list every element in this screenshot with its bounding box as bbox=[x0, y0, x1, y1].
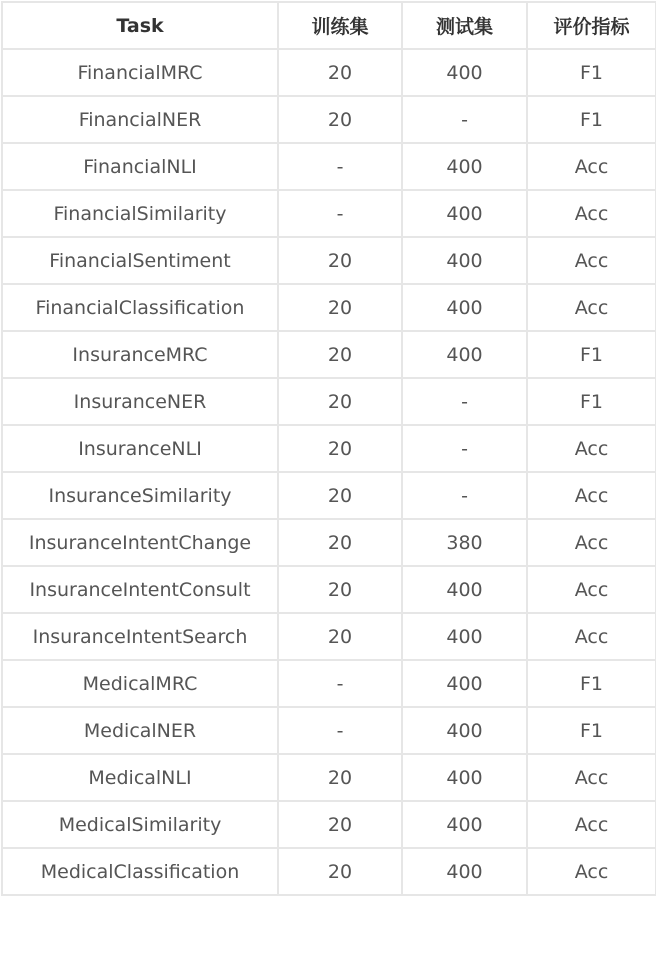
table-row bbox=[2, 143, 656, 190]
table-header bbox=[2, 2, 656, 49]
task-cell: FinancialSimilarity bbox=[2, 190, 278, 237]
test-set-cell: 400 bbox=[402, 613, 527, 660]
train-set-cell: 20 bbox=[278, 754, 402, 801]
train-set-cell: 20 bbox=[278, 848, 402, 895]
task-cell: MedicalClassification bbox=[2, 848, 278, 895]
test-set-cell: 400 bbox=[402, 848, 527, 895]
test-set-cell: - bbox=[402, 425, 527, 472]
task-cell: InsuranceIntentSearch bbox=[2, 613, 278, 660]
metric-cell: F1 bbox=[527, 331, 656, 378]
task-cell: MedicalNLI bbox=[2, 754, 278, 801]
metric-cell: F1 bbox=[527, 660, 656, 707]
metric-cell: Acc bbox=[527, 143, 656, 190]
header-metric: 评价指标 bbox=[527, 2, 656, 49]
test-set-cell: - bbox=[402, 96, 527, 143]
table-row bbox=[2, 237, 656, 284]
train-set-cell: 20 bbox=[278, 49, 402, 96]
train-set-cell: 20 bbox=[278, 566, 402, 613]
test-set-cell: 400 bbox=[402, 660, 527, 707]
task-cell: MedicalSimilarity bbox=[2, 801, 278, 848]
table-row bbox=[2, 96, 656, 143]
table-row bbox=[2, 284, 656, 331]
test-set-cell: - bbox=[402, 472, 527, 519]
header-row bbox=[2, 2, 656, 49]
train-set-cell: 20 bbox=[278, 378, 402, 425]
test-set-cell: 400 bbox=[402, 754, 527, 801]
task-cell: InsuranceMRC bbox=[2, 331, 278, 378]
header-test-set: 测试集 bbox=[402, 2, 527, 49]
task-cell: FinancialNLI bbox=[2, 143, 278, 190]
train-set-cell: - bbox=[278, 660, 402, 707]
task-cell: InsuranceSimilarity bbox=[2, 472, 278, 519]
test-set-cell: 400 bbox=[402, 801, 527, 848]
metric-cell: Acc bbox=[527, 566, 656, 613]
table-row bbox=[2, 49, 656, 96]
task-cell: InsuranceIntentChange bbox=[2, 519, 278, 566]
train-set-cell: - bbox=[278, 707, 402, 754]
table-row bbox=[2, 707, 656, 754]
test-set-cell: 400 bbox=[402, 331, 527, 378]
metric-cell: Acc bbox=[527, 472, 656, 519]
test-set-cell: - bbox=[402, 378, 527, 425]
test-set-cell: 400 bbox=[402, 49, 527, 96]
task-cell: MedicalMRC bbox=[2, 660, 278, 707]
metric-cell: Acc bbox=[527, 284, 656, 331]
metric-cell: Acc bbox=[527, 754, 656, 801]
test-set-cell: 400 bbox=[402, 237, 527, 284]
metric-cell: F1 bbox=[527, 49, 656, 96]
metric-cell: F1 bbox=[527, 378, 656, 425]
table-body bbox=[2, 49, 656, 895]
task-cell: MedicalNER bbox=[2, 707, 278, 754]
metric-cell: Acc bbox=[527, 519, 656, 566]
train-set-cell: 20 bbox=[278, 425, 402, 472]
train-set-cell: 20 bbox=[278, 801, 402, 848]
train-set-cell: 20 bbox=[278, 519, 402, 566]
train-set-cell: 20 bbox=[278, 96, 402, 143]
task-cell: InsuranceIntentConsult bbox=[2, 566, 278, 613]
task-table bbox=[1, 1, 656, 896]
task-cell: FinancialSentiment bbox=[2, 237, 278, 284]
train-set-cell: - bbox=[278, 143, 402, 190]
test-set-cell: 400 bbox=[402, 284, 527, 331]
test-set-cell: 400 bbox=[402, 566, 527, 613]
train-set-cell: 20 bbox=[278, 613, 402, 660]
metric-cell: Acc bbox=[527, 613, 656, 660]
test-set-cell: 380 bbox=[402, 519, 527, 566]
test-set-cell: 400 bbox=[402, 707, 527, 754]
train-set-cell: 20 bbox=[278, 472, 402, 519]
metric-cell: F1 bbox=[527, 96, 656, 143]
metric-cell: F1 bbox=[527, 707, 656, 754]
train-set-cell: 20 bbox=[278, 237, 402, 284]
table-row bbox=[2, 519, 656, 566]
task-cell: FinancialClassification bbox=[2, 284, 278, 331]
header-train-set: 训练集 bbox=[278, 2, 402, 49]
table-row bbox=[2, 848, 656, 895]
task-cell: FinancialMRC bbox=[2, 49, 278, 96]
metric-cell: Acc bbox=[527, 190, 656, 237]
table-row bbox=[2, 660, 656, 707]
task-cell: InsuranceNER bbox=[2, 378, 278, 425]
metric-cell: Acc bbox=[527, 848, 656, 895]
metric-cell: Acc bbox=[527, 801, 656, 848]
train-set-cell: - bbox=[278, 190, 402, 237]
table-row bbox=[2, 378, 656, 425]
train-set-cell: 20 bbox=[278, 331, 402, 378]
metric-cell: Acc bbox=[527, 237, 656, 284]
table-row bbox=[2, 613, 656, 660]
train-set-cell: 20 bbox=[278, 284, 402, 331]
table-row bbox=[2, 566, 656, 613]
test-set-cell: 400 bbox=[402, 190, 527, 237]
table-row bbox=[2, 801, 656, 848]
header-task: Task bbox=[2, 2, 278, 49]
table-row bbox=[2, 331, 656, 378]
table-row bbox=[2, 425, 656, 472]
metric-cell: Acc bbox=[527, 425, 656, 472]
table-row bbox=[2, 472, 656, 519]
table-row bbox=[2, 190, 656, 237]
task-cell: FinancialNER bbox=[2, 96, 278, 143]
task-cell: InsuranceNLI bbox=[2, 425, 278, 472]
table-row bbox=[2, 754, 656, 801]
test-set-cell: 400 bbox=[402, 143, 527, 190]
